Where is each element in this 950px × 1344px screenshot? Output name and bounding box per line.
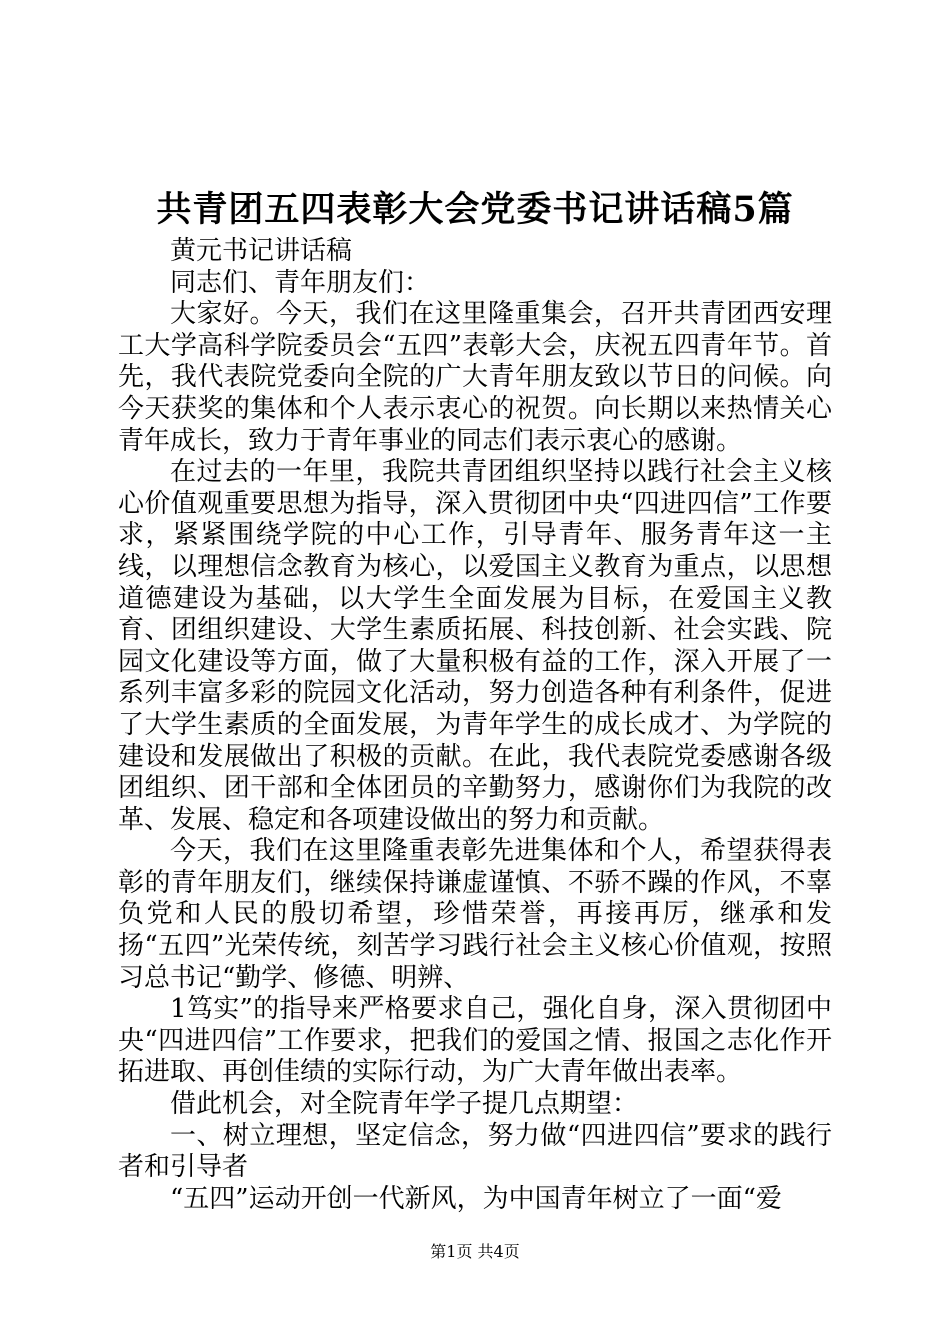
paragraph: 1笃实”的指导来严格要求自己，强化自身，深入贯彻团中央“四进四信”工作要求，把我们的爱国之情、报国之志化作开拓进取、再创佳绩的实际行动，为广大青年做出表率。 [118,994,832,1088]
paragraph: 在过去的一年里，我院共青团组织坚持以践行社会主义核心价值观重要思想为指导，深入贯彻团中央“四进四信”工作要求，紧紧围绕学院的中心工作，引导青年、服务青年这一主线，以理想信念教育为核心，以爱国主义教育为重点，以思想道德建设为基础，以大学生全面发展为目标，在爱国主义教育、团组织建设、大学生素质拓展、科技创新、社会实践、院园文化建设等方面，做了大量积极有益的工作，深入开展了一系列丰富多彩的院园文化活动，努力创造各种有利条件，促进了大学生素质的全面发展，为青年学生的成长成才、为学院的建设和发展做出了积极的贡献。在此，我代表院党委感谢各级团组织、团干部和全体团员的辛勤努力，感谢你们为我院的改革、发展、稳定和各项建设做出的努力和贡献。 [118,457,832,835]
document-title: 共青团五四表彰大会党委书记讲话稿5篇 [156,189,794,230]
document-body [118,236,832,1215]
paragraph-author: 黄元书记讲话稿 [170,236,353,266]
paragraph-greeting: 同志们、青年朋友们： [170,267,431,298]
paragraph: “五四”运动开创一代新风，为中国青年树立了一面“爱 [170,1183,782,1214]
section-heading: 一、树立理想，坚定信念，努力做“四进四信”要求的践行者和引导者 [118,1120,832,1183]
paragraph: 大家好。今天，我们在这里隆重集会，召开共青团西安理工大学高科学院委员会“五四”表彰大会，庆祝五四青年节。首先，我代表院党委向全院的广大青年朋友致以节日的问候。向今天获奖的集体和个人表示衷心的祝贺。向长期以来热情关心青年成长，致力于青年事业的同志们表示衷心的感谢。 [118,299,832,456]
paragraph: 借此机会，对全院青年学子提几点期望： [170,1089,639,1120]
page-footer: 第1页 共4页 [430,1242,520,1261]
paragraph: 今天，我们在这里隆重表彰先进集体和个人，希望获得表彰的青年朋友们，继续保持谦虚谨慎、不骄不躁的作风，不辜负党和人民的殷切希望，珍惜荣誉，再接再厉，继承和发扬“五四”光荣传统，刻苦学习践行社会主义核心价值观，按照习总书记“勤学、修德、明辨、 [118,836,832,993]
